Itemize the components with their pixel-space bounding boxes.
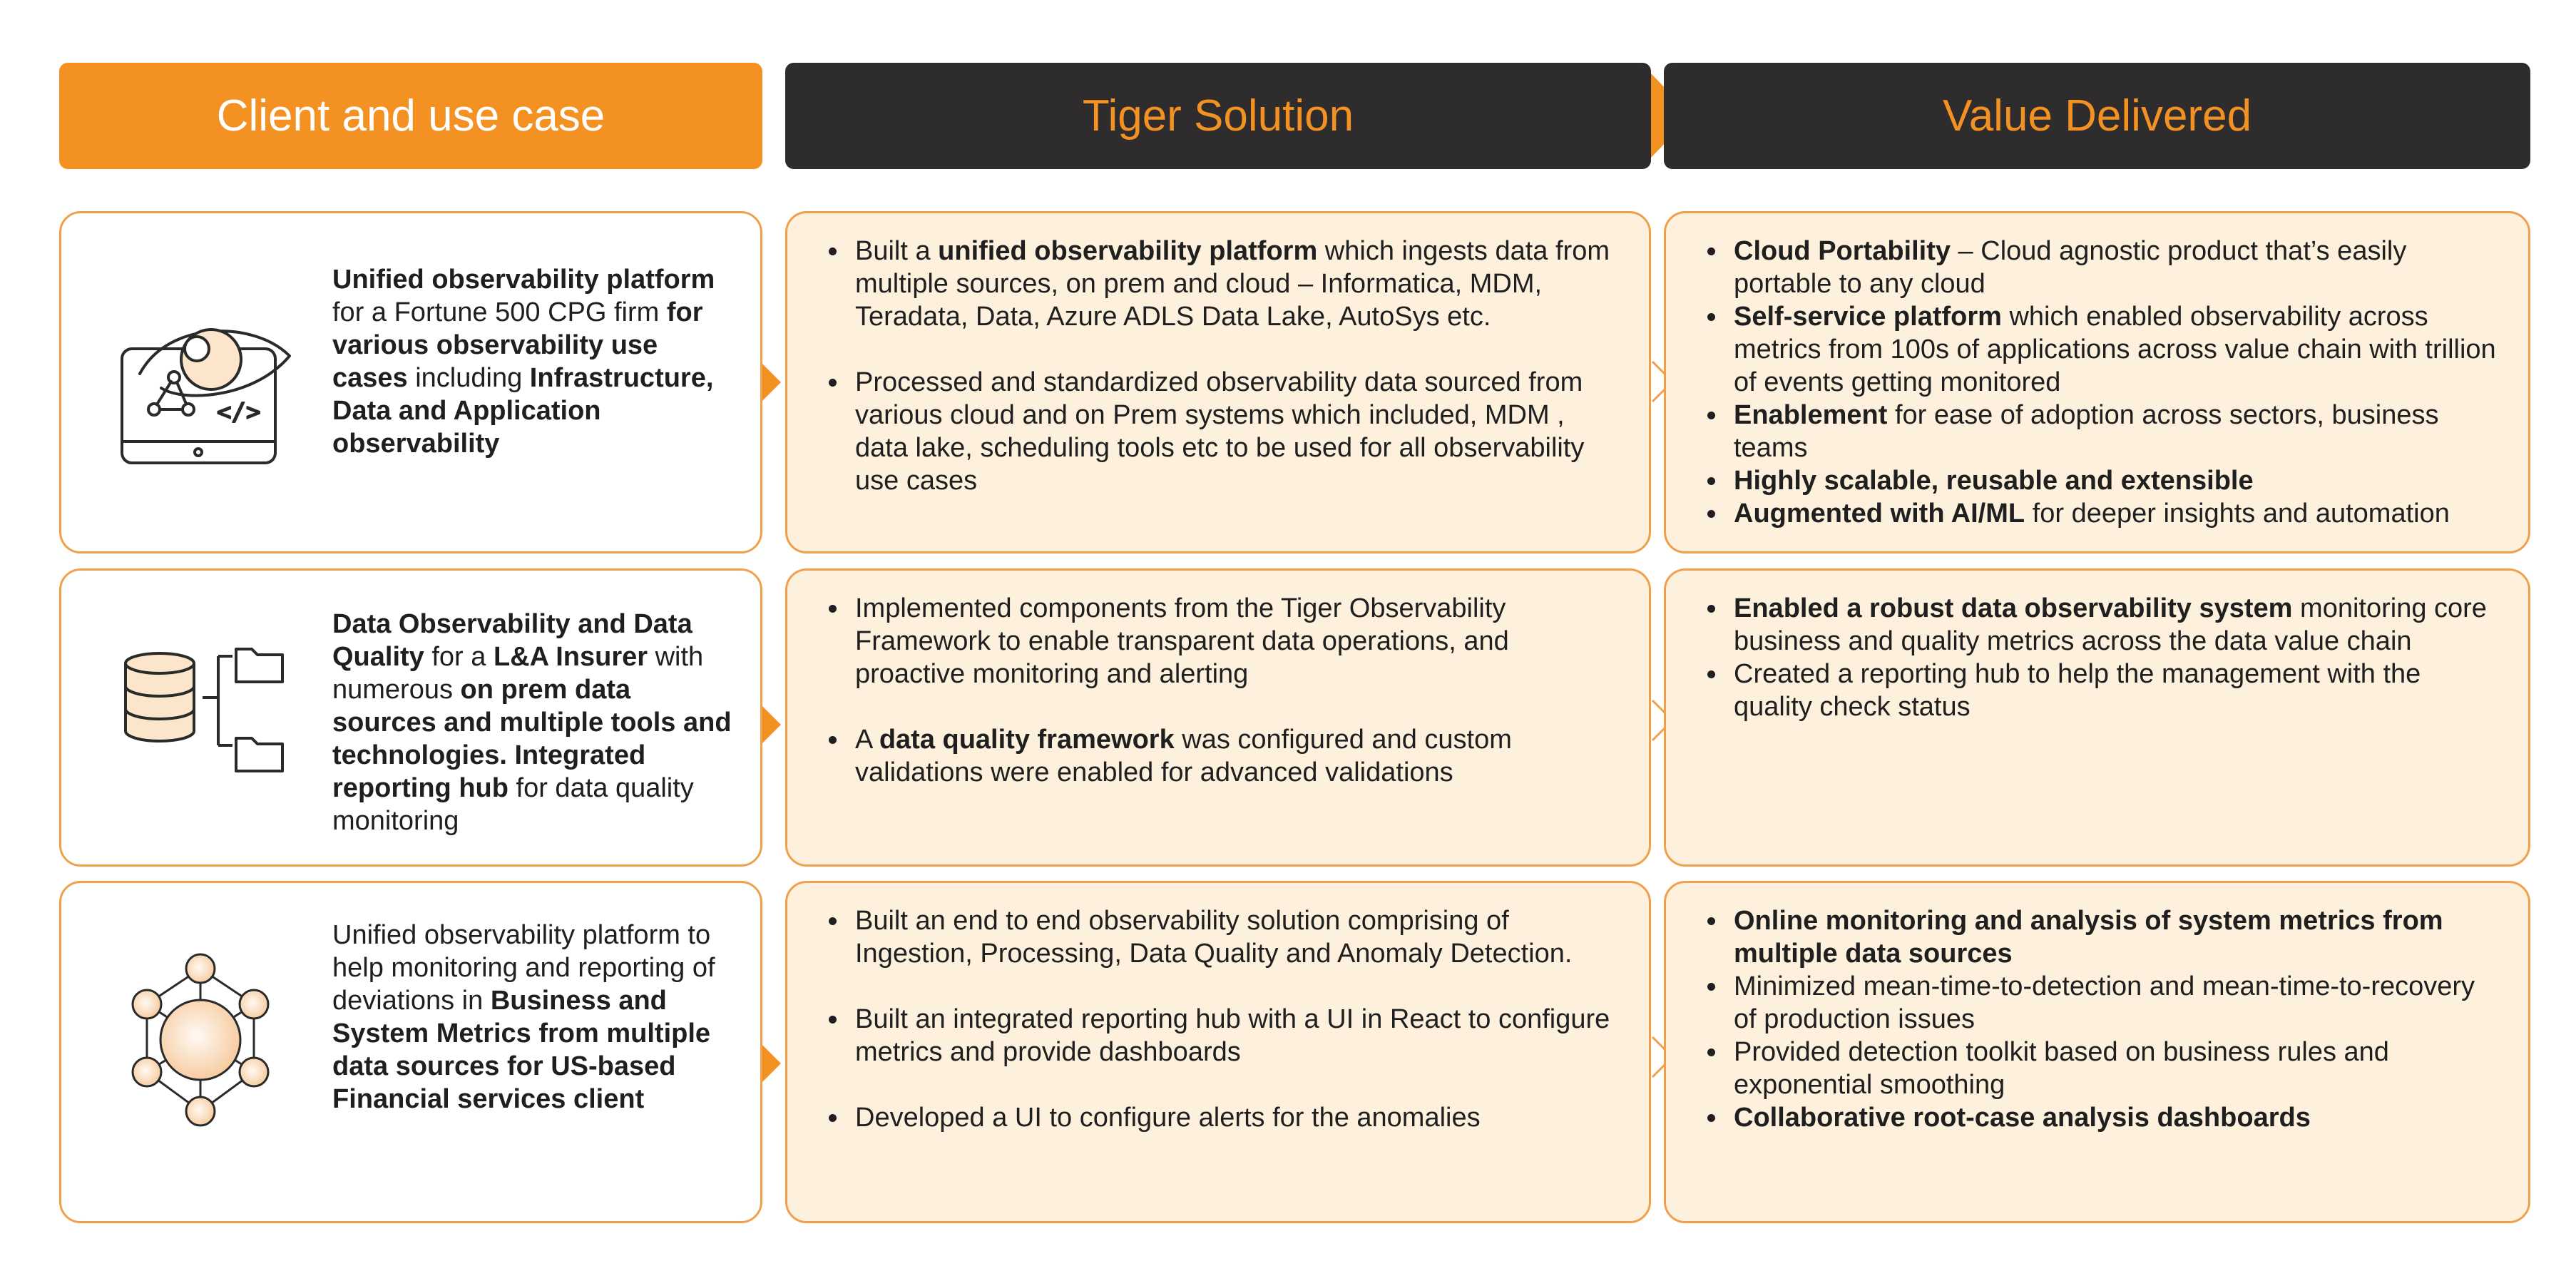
list-item bbox=[849, 904, 1620, 970]
text-run: Built a bbox=[855, 236, 939, 266]
row2-client-card bbox=[59, 568, 762, 867]
bold-text: Enabled a robust data observability system bbox=[1734, 593, 2293, 623]
text-run: for a bbox=[424, 642, 494, 672]
row3-client-card bbox=[59, 881, 762, 1223]
text-run: monitoring core business and quality metrics across the data value chain bbox=[1734, 593, 2487, 656]
text-run: Built an integrated reporting hub with a UI in React to configure metrics and provide dashboards bbox=[855, 1004, 1610, 1067]
row1-solution-card bbox=[785, 211, 1651, 553]
row2-solution-list bbox=[824, 592, 1620, 789]
list-item bbox=[1728, 235, 2500, 300]
row2-client-text bbox=[332, 608, 739, 837]
row3-client-text bbox=[332, 919, 739, 1116]
list-item bbox=[1728, 300, 2500, 399]
bold-text: for various observability use cases bbox=[332, 297, 703, 393]
row1-client-text bbox=[332, 263, 739, 460]
text-run: for data quality monitoring bbox=[332, 773, 694, 836]
text-run: Built an end to end observability solution comprising of Ingestion, Processing, Data Quality and Anomaly Detection. bbox=[855, 906, 1573, 969]
svg-text:</>: </> bbox=[217, 398, 261, 427]
header-client-use-case bbox=[59, 63, 762, 169]
database-folders-icon bbox=[118, 642, 332, 785]
text-run: Provided detection toolkit based on business rules and exponential smoothing bbox=[1734, 1037, 2389, 1100]
list-item bbox=[1728, 1036, 2500, 1101]
row1-value-list bbox=[1703, 235, 2500, 530]
list-item bbox=[1728, 497, 2500, 530]
bold-text: Infrastructure, Data and Application observability bbox=[332, 363, 714, 459]
bold-text: L&A Insurer bbox=[493, 642, 648, 672]
list-item bbox=[849, 1003, 1620, 1068]
text-run: for ease of adoption across sectors, business teams bbox=[1734, 400, 2439, 463]
text-run: including bbox=[407, 363, 530, 393]
row3-arrow-icon bbox=[762, 1045, 781, 1082]
list-item bbox=[1728, 970, 2500, 1036]
bold-text: Enablement bbox=[1734, 400, 1888, 430]
text-run: Processed and standardized observability data sourced from various cloud and on Prem systems which included, MDM , data lake, scheduling tools etc to be used for all observability use cases bbox=[855, 367, 1585, 496]
row3-solution-card bbox=[785, 881, 1651, 1223]
list-item bbox=[1728, 1101, 2500, 1134]
header-value-delivered bbox=[1664, 63, 2530, 169]
text-run: Developed a UI to configure alerts for the anomalies bbox=[855, 1103, 1481, 1133]
bold-text: Augmented with AI/ML bbox=[1734, 499, 2025, 529]
bold-text: Business and System Metrics from multiple data sources for US-based Financial services client bbox=[332, 986, 711, 1114]
list-item bbox=[849, 366, 1620, 497]
text-run: for deeper insights and automation bbox=[2025, 499, 2450, 529]
row2-solution-card bbox=[785, 568, 1651, 867]
text-run: which ingests data from multiple sources, on prem and cloud – Informatica, MDM, Teradata, Data, Azure ADLS Data Lake, AutoSys etc. bbox=[855, 236, 1610, 332]
list-item bbox=[849, 723, 1620, 789]
header-value-label: Value Delivered bbox=[1942, 91, 2252, 141]
header-tiger-solution bbox=[785, 63, 1651, 169]
bold-text: on prem data sources and multiple tools and technologies. Integrated reporting hub bbox=[332, 675, 732, 803]
header-solution-label: Tiger Solution bbox=[1082, 91, 1354, 141]
row1-arrow-icon bbox=[762, 364, 781, 401]
list-item bbox=[849, 592, 1620, 690]
row2-value-list bbox=[1703, 592, 2500, 723]
bold-text: data quality framework bbox=[879, 725, 1175, 755]
header-client-label: Client and use case bbox=[216, 91, 605, 141]
row1-client-card bbox=[59, 211, 762, 553]
eye-code-monitor-icon bbox=[118, 306, 332, 470]
text-run: with numerous bbox=[332, 642, 704, 705]
row2-arrow-icon bbox=[762, 706, 781, 743]
text-run: Created a reporting hub to help the management with the quality check status bbox=[1734, 659, 2421, 722]
bold-text: Data Observability and Data Quality bbox=[332, 609, 692, 672]
bold-text: Self-service platform bbox=[1734, 302, 2002, 332]
bold-text: Highly scalable, reusable and extensible bbox=[1734, 466, 2254, 496]
bold-text: Unified observability platform bbox=[332, 265, 715, 295]
row3-solution-list bbox=[824, 904, 1620, 1134]
text-run: Implemented components from the Tiger Observability Framework to enable transparent data operations, and proactive monitoring and alerting bbox=[855, 593, 1509, 689]
list-item bbox=[1728, 464, 2500, 497]
list-item bbox=[849, 1101, 1620, 1134]
text-run: which enabled observability across metrics from 100s of applications across value chain with trillion of events getting monitored bbox=[1734, 302, 2496, 397]
row2-value-card bbox=[1664, 568, 2530, 867]
network-hub-icon bbox=[118, 951, 332, 1143]
list-item bbox=[1728, 904, 2500, 970]
list-item bbox=[849, 235, 1620, 333]
bold-text: unified observability platform bbox=[938, 236, 1318, 266]
text-run: Minimized mean-time-to-detection and mean-time-to-recovery of production issues bbox=[1734, 971, 2475, 1034]
row3-value-list bbox=[1703, 904, 2500, 1134]
list-item bbox=[1728, 658, 2500, 723]
row1-value-card bbox=[1664, 211, 2530, 553]
bold-text: Online monitoring and analysis of system metrics from multiple data sources bbox=[1734, 906, 2443, 969]
text-run: A bbox=[855, 725, 879, 755]
list-item bbox=[1728, 592, 2500, 658]
bold-text: Cloud Portability bbox=[1734, 236, 1951, 266]
bold-text: Collaborative root-case analysis dashboards bbox=[1734, 1103, 2311, 1133]
text-run: – Cloud agnostic product that’s easily portable to any cloud bbox=[1734, 236, 2407, 299]
list-item bbox=[1728, 399, 2500, 464]
text-run: for a Fortune 500 CPG firm bbox=[332, 297, 667, 327]
text-run: Unified observability platform to help monitoring and reporting of deviations in bbox=[332, 920, 715, 1016]
text-run: was configured and custom validations were enabled for advanced validations bbox=[855, 725, 1512, 787]
row3-value-card bbox=[1664, 881, 2530, 1223]
row1-solution-list bbox=[824, 235, 1620, 497]
